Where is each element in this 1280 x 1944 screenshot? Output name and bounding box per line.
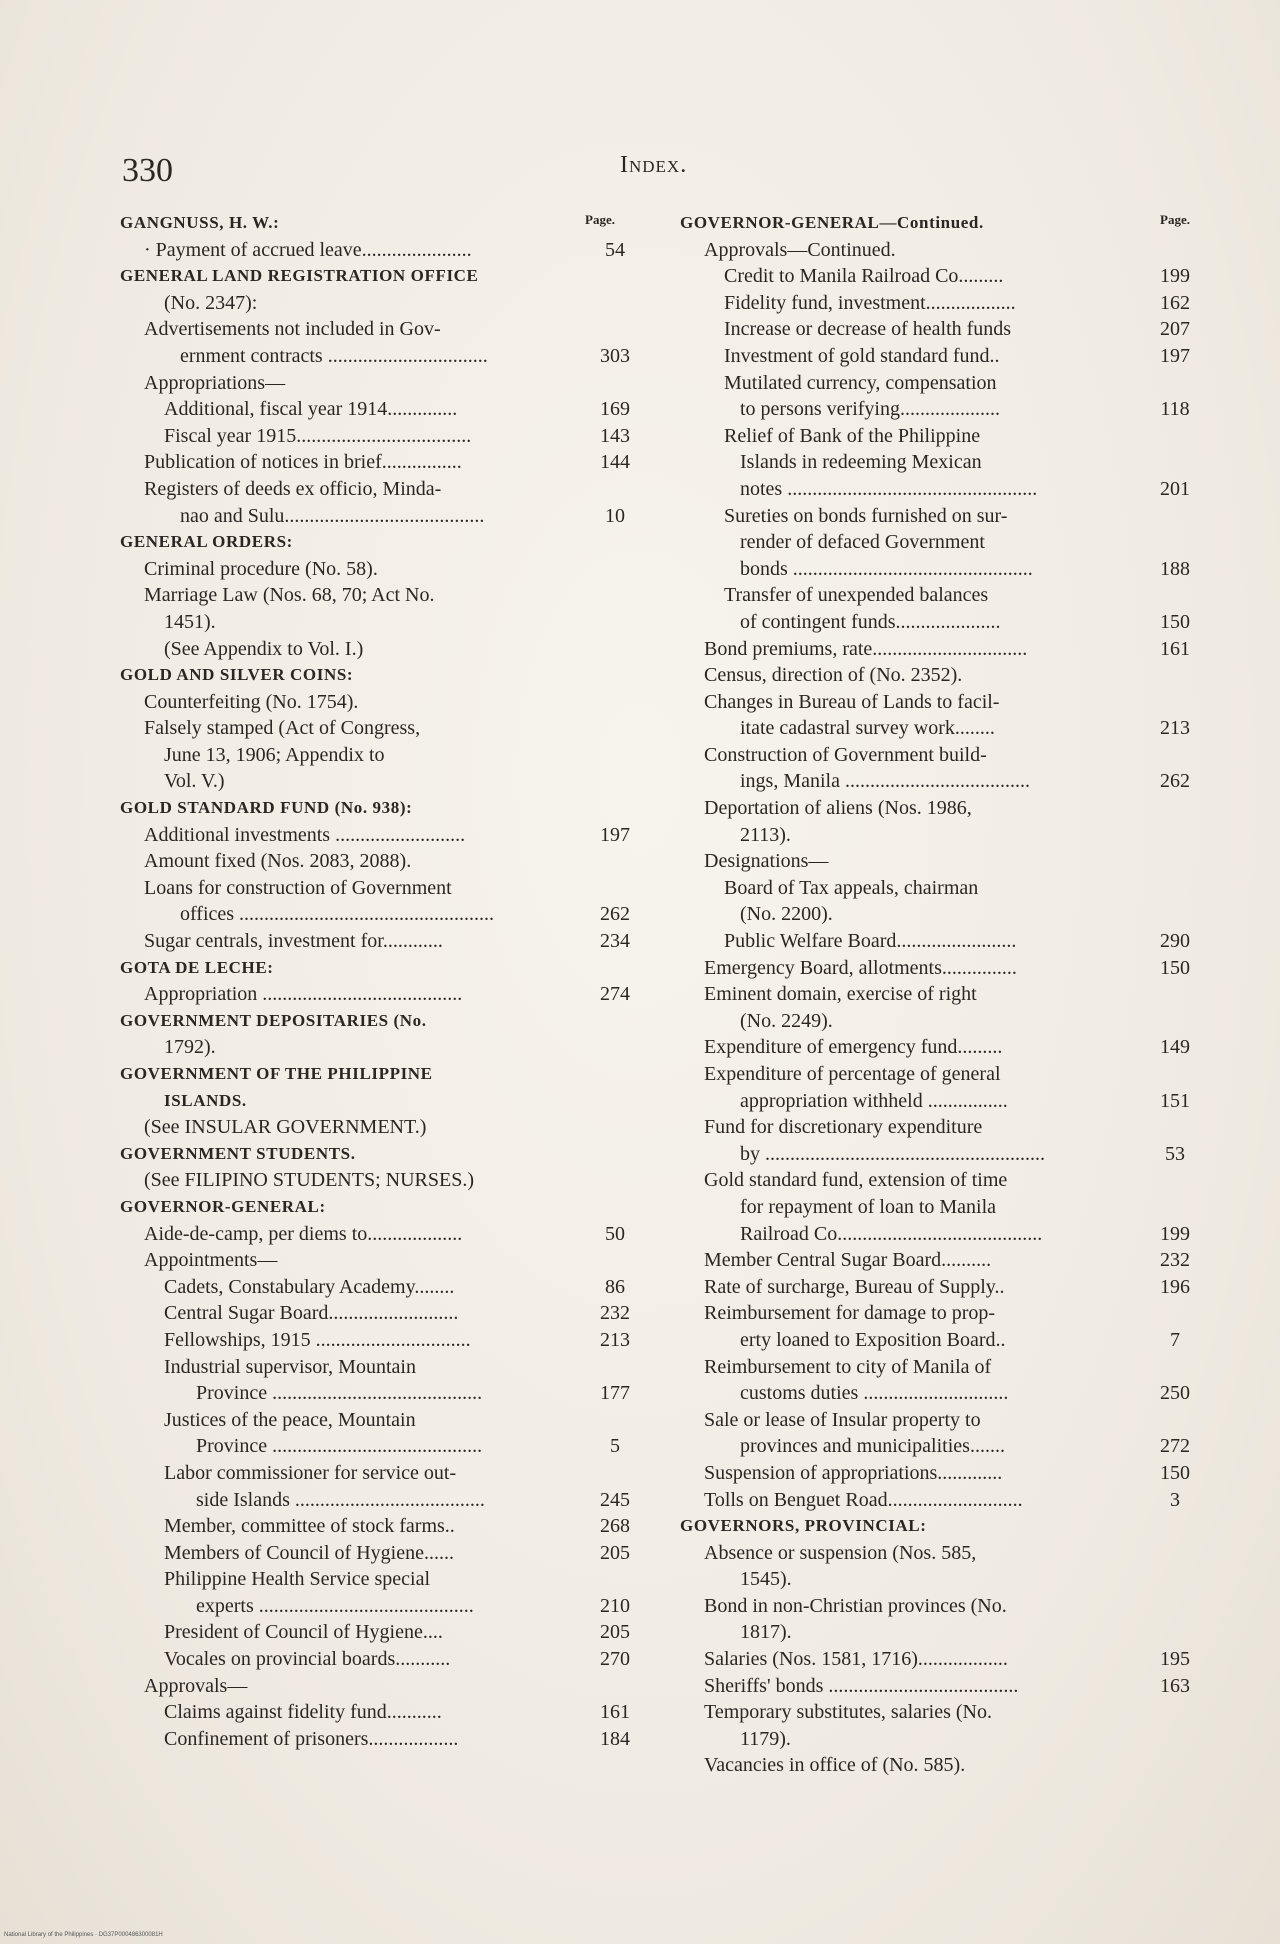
- index-entry-text: Justices of the peace, Mountain: [164, 1408, 416, 1431]
- index-entry: [680, 316, 1200, 343]
- index-entry-text: Appointments—: [144, 1249, 278, 1272]
- index-entry: [120, 1460, 640, 1487]
- index-entry-text: (No. 2347):: [164, 291, 258, 314]
- index-entry-text: Increase or decrease of health funds: [724, 318, 1012, 341]
- index-entry: [680, 1593, 1200, 1620]
- index-entry-text: 1179).: [740, 1727, 791, 1750]
- index-entry-text: (No. 2200).: [740, 903, 833, 926]
- index-entry: [120, 1008, 640, 1035]
- index-entry: [680, 529, 1200, 556]
- index-entry-text: Counterfeiting (No. 1754).: [144, 690, 359, 713]
- index-entry-text: bonds ................................................: [740, 557, 1033, 580]
- index-entry-text: GOVERNOR-GENERAL:: [120, 1196, 326, 1216]
- index-entry-text: GOLD STANDARD FUND (No. 938):: [120, 798, 413, 818]
- index-entry-text: ings, Manila .....................................: [740, 770, 1030, 793]
- index-entry-text: Reimbursement for damage to prop-: [704, 1302, 996, 1325]
- index-entry: [120, 1274, 640, 1301]
- index-entry: [680, 1034, 1200, 1061]
- index-entry-page: 197: [1160, 344, 1190, 367]
- index-entry: [120, 822, 640, 849]
- index-entry-page: 7: [1170, 1328, 1180, 1351]
- index-entry-text: Railroad Co.........................................: [740, 1222, 1043, 1245]
- index-entry: [680, 1673, 1200, 1700]
- index-entry: [120, 1699, 640, 1726]
- index-entry-page: 213: [600, 1328, 630, 1351]
- index-entry-text: 1817).: [740, 1621, 792, 1644]
- index-entry-page: 195: [1160, 1648, 1190, 1671]
- index-entry: [680, 1300, 1200, 1327]
- index-entry: [120, 1407, 640, 1434]
- index-entry-text: side Islands ......................................: [196, 1488, 485, 1511]
- index-column-right: [680, 210, 1200, 1779]
- index-entry-text: GOVERNOR-GENERAL—Continued.: [680, 213, 984, 232]
- scan-footer: National Library of the Philippines · DG37P000486300081H: [4, 1932, 163, 1938]
- index-entry: [120, 955, 640, 982]
- index-entry: [120, 1646, 640, 1673]
- index-entry-text: Advertisements not included in Gov-: [144, 318, 441, 341]
- index-entry-text: ernment contracts ................................: [180, 344, 488, 367]
- index-entry-text: Appropriation ........................................: [144, 983, 463, 1006]
- index-entry: [120, 1619, 640, 1646]
- index-entry-page: 207: [1160, 318, 1190, 341]
- index-entry-text: GENERAL ORDERS:: [120, 532, 293, 552]
- index-entry: [680, 822, 1200, 849]
- index-entry: [680, 263, 1200, 290]
- index-entry: [120, 1034, 640, 1061]
- index-entry-page: 205: [600, 1541, 630, 1564]
- index-entry-text: offices ...................................................: [180, 903, 495, 926]
- index-entry-text: of contingent funds.....................: [740, 610, 1001, 633]
- index-entry-text: Province ..........................................: [196, 1435, 483, 1458]
- index-entry-page: 150: [1160, 956, 1190, 979]
- index-entry: [120, 1194, 640, 1221]
- index-entry-text: Construction of Government build-: [704, 743, 987, 766]
- index-entry: [120, 1167, 640, 1194]
- index-entry-text: Fidelity fund, investment..................: [724, 291, 1016, 314]
- index-entry: [680, 1566, 1200, 1593]
- index-entry-page: 274: [600, 983, 630, 1006]
- index-entry-text: Emergency Board, allotments...............: [704, 956, 1017, 979]
- index-entry-text: Central Sugar Board..........................: [164, 1302, 459, 1325]
- index-entry: [680, 1221, 1200, 1248]
- index-entry: [120, 343, 640, 370]
- index-entry: [120, 1354, 640, 1381]
- index-entry-page: 196: [1160, 1275, 1190, 1298]
- index-entry: [680, 1114, 1200, 1141]
- index-entry-text: Members of Council of Hygiene......: [164, 1541, 454, 1564]
- index-entry: [680, 343, 1200, 370]
- index-entry-text: Bond in non-Christian provinces (No.: [704, 1594, 1007, 1617]
- index-entry-page: 188: [1160, 557, 1190, 580]
- index-entry: [680, 715, 1200, 742]
- index-entry-text: Fellowships, 1915 ...............................: [164, 1328, 471, 1351]
- index-entry-text: Loans for construction of Government: [144, 876, 452, 899]
- index-entry: [680, 689, 1200, 716]
- index-entry-text: (No. 2249).: [740, 1009, 833, 1032]
- index-entry-text: Marriage Law (Nos. 68, 70; Act No.: [144, 584, 435, 607]
- index-entry-text: 1545).: [740, 1568, 792, 1591]
- index-entry-text: notes ..................................................: [740, 477, 1038, 500]
- index-entry-page: 205: [600, 1621, 630, 1644]
- index-entry-text: Additional investments ..........................: [144, 823, 466, 846]
- index-entry-page: 245: [600, 1488, 630, 1511]
- index-entry: [120, 1247, 640, 1274]
- index-entry: [680, 1274, 1200, 1301]
- index-entry-page: 272: [1160, 1435, 1190, 1458]
- index-entry-text: Bond premiums, rate...............................: [704, 637, 1028, 660]
- index-entry: [680, 370, 1200, 397]
- index-entry-text: (See Appendix to Vol. I.): [164, 637, 364, 660]
- index-entry: [680, 1247, 1200, 1274]
- index-entry: [680, 1327, 1200, 1354]
- index-entry-page: 149: [1160, 1036, 1190, 1059]
- index-entry-text: Approvals—: [144, 1674, 248, 1697]
- index-entry: [680, 1726, 1200, 1753]
- index-entry-page: 150: [1160, 610, 1190, 633]
- index-entry: [680, 1619, 1200, 1646]
- index-entry-page: 54: [605, 238, 625, 261]
- index-entry-page: 161: [600, 1701, 630, 1724]
- index-entry-text: ISLANDS.: [164, 1090, 247, 1110]
- index-entry-page: 86: [605, 1275, 625, 1298]
- index-entry-page: 250: [1160, 1382, 1190, 1405]
- index-entry-text: Confinement of prisoners..................: [164, 1727, 459, 1750]
- index-entry: [120, 1726, 640, 1753]
- index-entry: [120, 1433, 640, 1460]
- index-entry: [680, 1354, 1200, 1381]
- index-entry-text: Transfer of unexpended balances: [724, 584, 989, 607]
- index-entry-text: (See FILIPINO STUDENTS; NURSES.): [144, 1169, 474, 1192]
- index-entry: [680, 875, 1200, 902]
- index-entry: [120, 1566, 640, 1593]
- index-entry-text: Relief of Bank of the Philippine: [724, 424, 981, 447]
- index-entry-text: Expenditure of emergency fund.........: [704, 1036, 1003, 1059]
- index-entry-text: Salaries (Nos. 1581, 1716)..................: [704, 1648, 1008, 1671]
- index-entry-page: 213: [1160, 717, 1190, 740]
- index-entry-text: Sheriffs' bonds ......................................: [704, 1674, 1019, 1697]
- index-entry: [120, 768, 640, 795]
- index-entry: [120, 290, 640, 317]
- index-entry: [680, 768, 1200, 795]
- index-entry-page: 177: [600, 1382, 630, 1405]
- index-entry-page: 161: [1160, 637, 1190, 660]
- index-entry: [120, 981, 640, 1008]
- index-entry-text: Credit to Manila Railroad Co.........: [724, 265, 1004, 288]
- index-entry: [120, 237, 640, 264]
- index-entry-text: Additional, fiscal year 1914..............: [164, 398, 458, 421]
- index-entry-text: GOVERNORS, PROVINCIAL:: [680, 1516, 927, 1536]
- index-entry: [680, 423, 1200, 450]
- index-entry: [120, 875, 640, 902]
- index-entry: [120, 210, 640, 237]
- index-entry: [680, 1061, 1200, 1088]
- index-entry-text: Labor commissioner for service out-: [164, 1461, 457, 1484]
- index-entry: [120, 1487, 640, 1514]
- index-entry-text: Approvals—Continued.: [704, 238, 896, 261]
- index-entry: [680, 609, 1200, 636]
- index-entry: [120, 1380, 640, 1407]
- index-entry-page: 184: [600, 1727, 630, 1750]
- index-entry-page: 118: [1160, 398, 1190, 421]
- index-entry: [680, 795, 1200, 822]
- index-entry: [680, 449, 1200, 476]
- index-entry-page: 262: [600, 903, 630, 926]
- index-entry-text: Registers of deeds ex officio, Minda-: [144, 477, 442, 500]
- index-entry-text: Investment of gold standard fund..: [724, 344, 1000, 367]
- index-entry-text: GOVERNMENT OF THE PHILIPPINE: [120, 1064, 433, 1083]
- index-entry-page: 197: [600, 823, 630, 846]
- index-entry-page: 232: [1160, 1249, 1190, 1272]
- index-entry: [680, 1646, 1200, 1673]
- index-entry: [120, 848, 640, 875]
- index-entry-page: 163: [1160, 1674, 1190, 1697]
- index-entry: [120, 556, 640, 583]
- index-entry-text: Appropriations—: [144, 371, 286, 394]
- index-entry-text: Absence or suspension (Nos. 585,: [704, 1541, 977, 1564]
- index-column-left: [120, 210, 640, 1752]
- index-entry-text: Tolls on Benguet Road...........................: [704, 1488, 1023, 1511]
- index-entry: [120, 742, 640, 769]
- index-entry-text: Aide-de-camp, per diems to...................: [144, 1222, 463, 1245]
- index-entry-text: Vacancies in office of (No. 585).: [704, 1754, 966, 1777]
- index-entry-text: GOLD AND SILVER COINS:: [120, 665, 354, 685]
- index-entry-page: 262: [1160, 770, 1190, 793]
- index-entry: [120, 396, 640, 423]
- index-entry-text: · Payment of accrued leave......................: [144, 238, 472, 261]
- index-entry: [120, 1593, 640, 1620]
- index-entry-text: Member Central Sugar Board..........: [704, 1249, 992, 1272]
- index-entry: [680, 1460, 1200, 1487]
- index-entry: [120, 1300, 640, 1327]
- index-entry-text: Falsely stamped (Act of Congress,: [144, 717, 421, 740]
- index-entry: [120, 1141, 640, 1168]
- index-entry: [680, 503, 1200, 530]
- index-entry: [120, 1221, 640, 1248]
- index-entry: [120, 370, 640, 397]
- index-entry: [680, 1513, 1200, 1540]
- index-entry-text: Sureties on bonds furnished on sur-: [724, 504, 1008, 527]
- index-entry-text: Philippine Health Service special: [164, 1568, 431, 1591]
- index-entry: [680, 1407, 1200, 1434]
- index-entry: [120, 689, 640, 716]
- index-entry-text: Vocales on provincial boards...........: [164, 1648, 451, 1671]
- index-entry: [680, 1167, 1200, 1194]
- index-entry: [120, 609, 640, 636]
- index-entry: [120, 476, 640, 503]
- index-entry-text: Changes in Bureau of Lands to facil-: [704, 690, 1000, 713]
- index-entry-text: to persons verifying....................: [740, 398, 1000, 421]
- index-entry: [680, 1088, 1200, 1115]
- index-entry-page: 303: [600, 344, 630, 367]
- index-entry: [680, 662, 1200, 689]
- index-entry-page: 162: [1160, 291, 1190, 314]
- index-entry-text: nao and Sulu........................................: [180, 504, 485, 527]
- index-entry-text: Publication of notices in brief................: [144, 451, 462, 474]
- index-entry-text: for repayment of loan to Manila: [740, 1195, 997, 1218]
- index-entry-text: Amount fixed (Nos. 2083, 2088).: [144, 850, 412, 873]
- index-entry-text: Fiscal year 1915...................................: [164, 424, 472, 447]
- index-entry: [120, 1061, 640, 1088]
- index-entry-text: GENERAL LAND REGISTRATION OFFICE: [120, 266, 479, 286]
- index-entry: [680, 1433, 1200, 1460]
- index-entry-text: Rate of surcharge, Bureau of Supply..: [704, 1275, 1005, 1298]
- index-entry-text: President of Council of Hygiene....: [164, 1621, 443, 1644]
- index-entry: [680, 1141, 1200, 1168]
- index-entry: [120, 1673, 640, 1700]
- index-entry: [120, 636, 640, 663]
- index-entry: [680, 981, 1200, 1008]
- index-entry: [120, 715, 640, 742]
- index-entry: [120, 901, 640, 928]
- index-entry-text: provinces and municipalities.......: [740, 1435, 1005, 1458]
- index-entry-text: Member, committee of stock farms..: [164, 1515, 455, 1538]
- index-entry: [680, 955, 1200, 982]
- index-entry-text: Board of Tax appeals, chairman: [724, 876, 979, 899]
- index-entry: [120, 449, 640, 476]
- index-entry: [120, 795, 640, 822]
- index-entry-text: Fund for discretionary expenditure: [704, 1116, 983, 1139]
- index-entry: [120, 662, 640, 689]
- index-entry-text: Deportation of aliens (Nos. 1986,: [704, 797, 972, 820]
- index-entry-page: 210: [600, 1594, 630, 1617]
- index-entry-text: Expenditure of percentage of general: [704, 1063, 1001, 1085]
- index-entry: [680, 582, 1200, 609]
- index-entry-text: Industrial supervisor, Mountain: [164, 1355, 416, 1378]
- index-entry-page: 290: [1160, 930, 1190, 953]
- index-entry: [120, 316, 640, 343]
- index-entry-text: GOVERNMENT STUDENTS.: [120, 1143, 356, 1163]
- index-entry: [680, 928, 1200, 955]
- index-entry-text: Gold standard fund, extension of time: [704, 1169, 1008, 1192]
- index-entry-text: appropriation withheld ................: [740, 1089, 1008, 1112]
- index-entry-text: Designations—: [704, 850, 829, 873]
- index-entry-page: 201: [1160, 477, 1190, 500]
- index-entry-page: 50: [605, 1222, 625, 1245]
- page-label-left: Page.: [585, 212, 615, 227]
- index-entry-text: experts ...........................................: [196, 1594, 474, 1617]
- index-entry-text: Census, direction of (No. 2352).: [704, 664, 963, 687]
- index-entry-text: Sale or lease of Insular property to: [704, 1408, 981, 1431]
- index-entry-text: Temporary substitutes, salaries (No.: [704, 1701, 992, 1724]
- index-entry-page: 199: [1160, 1222, 1190, 1245]
- index-entry-text: GANGNUSS, H. W.:: [120, 213, 280, 232]
- index-entry-text: Vol. V.): [164, 770, 225, 793]
- index-entry-page: 10: [605, 504, 625, 527]
- index-entry-page: 150: [1160, 1461, 1190, 1484]
- index-entry-text: Mutilated currency, compensation: [724, 371, 997, 394]
- index-entry-text: by ........................................................: [740, 1142, 1045, 1165]
- index-entry: [120, 529, 640, 556]
- index-entry-text: GOTA DE LECHE:: [120, 957, 274, 977]
- page-number: 330: [122, 152, 173, 189]
- index-entry: [680, 237, 1200, 264]
- index-entry: [120, 423, 640, 450]
- index-entry-text: Reimbursement to city of Manila of: [704, 1355, 992, 1378]
- index-entry-page: 144: [600, 451, 630, 474]
- index-entry-page: 143: [600, 424, 630, 447]
- index-entry-text: itate cadastral survey work........: [740, 717, 995, 740]
- index-entry-text: Criminal procedure (No. 58).: [144, 557, 378, 580]
- index-entry: [120, 1114, 640, 1141]
- index-entry-page: 199: [1160, 265, 1190, 288]
- index-entry: [120, 582, 640, 609]
- index-entry-text: 1792).: [164, 1036, 216, 1059]
- index-entry-text: 1451).: [164, 610, 216, 633]
- index-entry-text: (See INSULAR GOVERNMENT.): [144, 1116, 427, 1139]
- index-entry-page: 270: [600, 1648, 630, 1671]
- index-entry: [680, 1487, 1200, 1514]
- index-entry: [120, 1513, 640, 1540]
- index-entry-text: GOVERNMENT DEPOSITARIES (No.: [120, 1010, 427, 1030]
- running-head: Index.: [620, 152, 688, 178]
- index-entry-text: Eminent domain, exercise of right: [704, 983, 977, 1006]
- index-entry: [680, 556, 1200, 583]
- index-entry-text: Islands in redeeming Mexican: [740, 451, 982, 474]
- index-entry: [680, 901, 1200, 928]
- index-entry-text: customs duties .............................: [740, 1382, 1009, 1405]
- index-entry: [680, 1194, 1200, 1221]
- index-entry-page: 5: [610, 1435, 620, 1458]
- index-entry: [680, 1380, 1200, 1407]
- page-label-right: Page.: [1160, 212, 1190, 227]
- index-entry: [120, 928, 640, 955]
- index-entry: [680, 636, 1200, 663]
- index-entry-text: Claims against fidelity fund...........: [164, 1701, 442, 1724]
- index-entry-text: Cadets, Constabulary Academy........: [164, 1275, 455, 1298]
- index-entry-page: 232: [600, 1302, 630, 1325]
- index-entry: [680, 290, 1200, 317]
- index-entry: [120, 1540, 640, 1567]
- index-entry: [680, 1752, 1200, 1779]
- index-entry-page: 53: [1165, 1142, 1185, 1165]
- index-entry-page: 151: [1160, 1089, 1190, 1112]
- index-entry-text: June 13, 1906; Appendix to: [164, 743, 385, 766]
- index-entry: [120, 1088, 640, 1115]
- index-entry-text: Suspension of appropriations.............: [704, 1461, 1003, 1484]
- index-entry: [120, 263, 640, 290]
- index-entry-page: 234: [600, 930, 630, 953]
- index-entry: [120, 1327, 640, 1354]
- index-entry-page: 268: [600, 1515, 630, 1538]
- index-entry: [680, 476, 1200, 503]
- index-entry: [680, 1540, 1200, 1567]
- index-entry-text: 2113).: [740, 823, 791, 846]
- index-entry-page: 169: [600, 398, 630, 421]
- index-entry: [680, 1008, 1200, 1035]
- index-entry: [680, 848, 1200, 875]
- index-entry: [680, 396, 1200, 423]
- index-entry-text: render of defaced Government: [740, 531, 985, 554]
- index-entry: [120, 503, 640, 530]
- index-entry: [680, 1699, 1200, 1726]
- index-entry-text: Public Welfare Board........................: [724, 930, 1017, 953]
- index-entry: [680, 742, 1200, 769]
- index-entry-text: Sugar centrals, investment for............: [144, 930, 443, 953]
- index-entry-text: erty loaned to Exposition Board..: [740, 1328, 1006, 1351]
- index-entry-text: Province ..........................................: [196, 1382, 483, 1405]
- index-entry: [680, 210, 1200, 237]
- index-entry-page: 3: [1170, 1488, 1180, 1511]
